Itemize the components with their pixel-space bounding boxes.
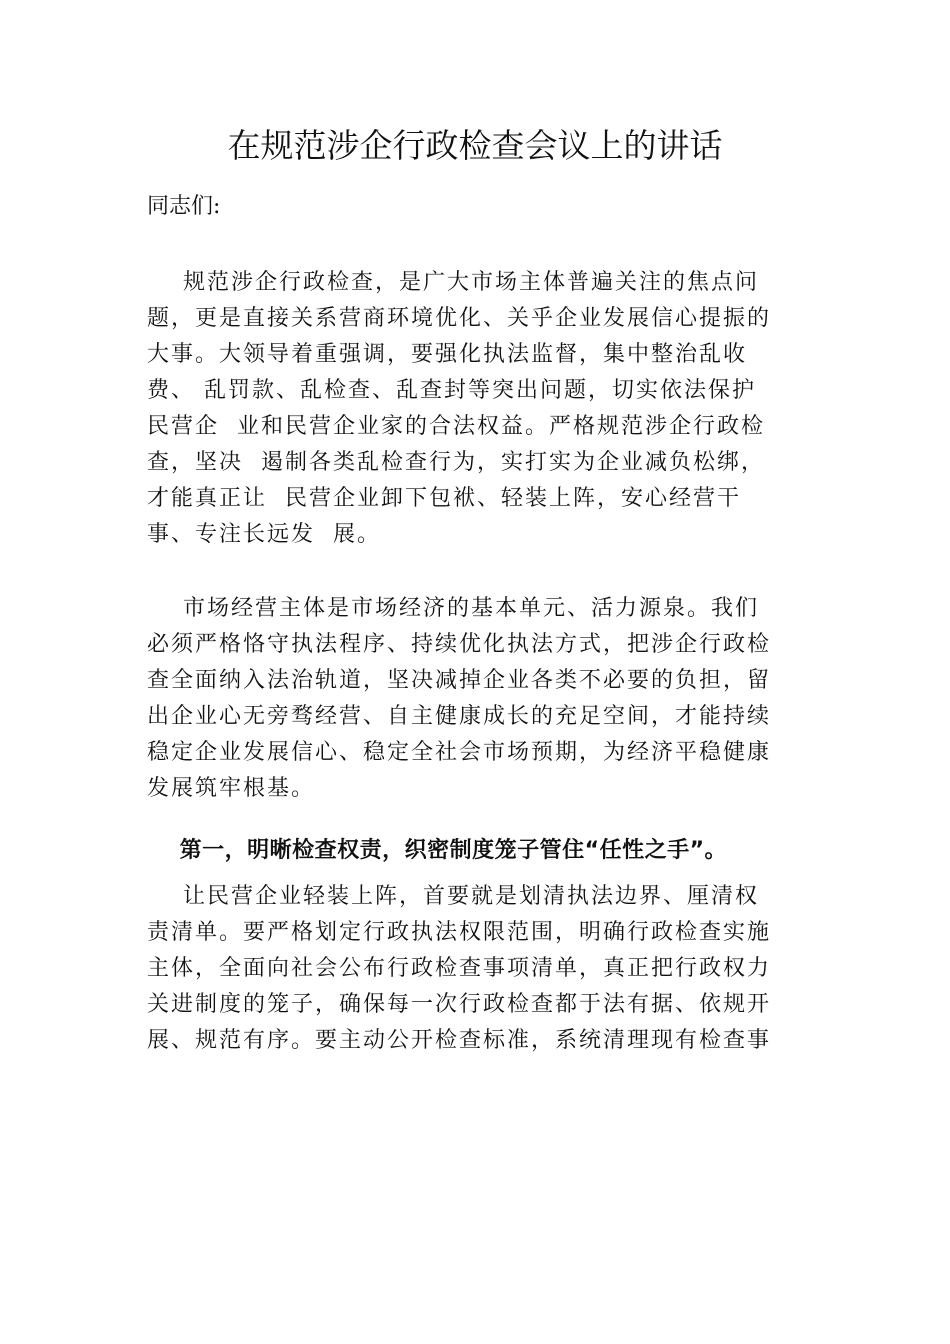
paragraph-2-line: 查全面纳入法治轨道，坚决减掉企业各类不必要的负担，留: [147, 668, 772, 693]
paragraph-3-line: 关进制度的笼子，确保每一次行政检查都于法有据、依规开: [147, 992, 772, 1017]
paragraph-1-line: 才能真正让 民营企业卸下包袱、轻装上阵，安心经营干: [147, 486, 741, 511]
paragraph-1-line: 民营企 业和民营企业家的合法权益。严格规范涉企行政检: [147, 414, 765, 439]
paragraph-1-line: 题，更是直接关系营商环境优化、关乎企业发展信心提振的: [147, 306, 772, 331]
paragraph-2-line: 稳定企业发展信心、稳定全社会市场预期，为经济平稳健康: [147, 740, 772, 765]
paragraph-2-line: 必须严格恪守执法程序、持续优化执法方式，把涉企行政检: [147, 632, 772, 657]
paragraph-3-line: 让民营企业轻装上阵，首要就是划清执法边界、厘清权: [147, 884, 759, 909]
paragraph-3-line: 责清单。要严格划定行政执法权限范围，明确行政检查实施: [147, 920, 772, 945]
document-title: 在规范涉企行政检查会议上的讲话: [227, 126, 723, 165]
paragraph-1-line: 费、 乱罚款、乱检查、乱查封等突出问题，切实依法保护: [147, 378, 756, 403]
salutation: 同志们:: [147, 194, 221, 219]
paragraph-3-line: 展、规范有序。要主动公开检查标准，系统清理现有检查事: [147, 1028, 772, 1053]
paragraph-1-line: 大事。大领导着重强调，要强化执法监督，集中整治乱收: [147, 342, 748, 367]
paragraph-1-line: 查，坚决 遏制各类乱检查行为，实打实为企业减负松绑，: [147, 450, 765, 475]
paragraph-2-line: 出企业心无旁骛经营、自主健康成长的充足空间，才能持续: [147, 704, 772, 729]
paragraph-2-line: 发展筑牢根基。: [147, 776, 316, 801]
paragraph-3-line: 主体，全面向社会公布行政检查事项清单，真正把行政权力: [147, 956, 772, 981]
paragraph-1-line: 事、专注长远发 展。: [147, 522, 381, 547]
section-heading: 第一，明晰检查权责，织密制度笼子管住“任性之手”。: [147, 838, 728, 863]
paragraph-2-line: 市场经营主体是市场经济的基本单元、活力源泉。我们: [147, 596, 759, 621]
paragraph-1-line: 规范涉企行政检查，是广大市场主体普遍关注的焦点问: [147, 270, 759, 295]
